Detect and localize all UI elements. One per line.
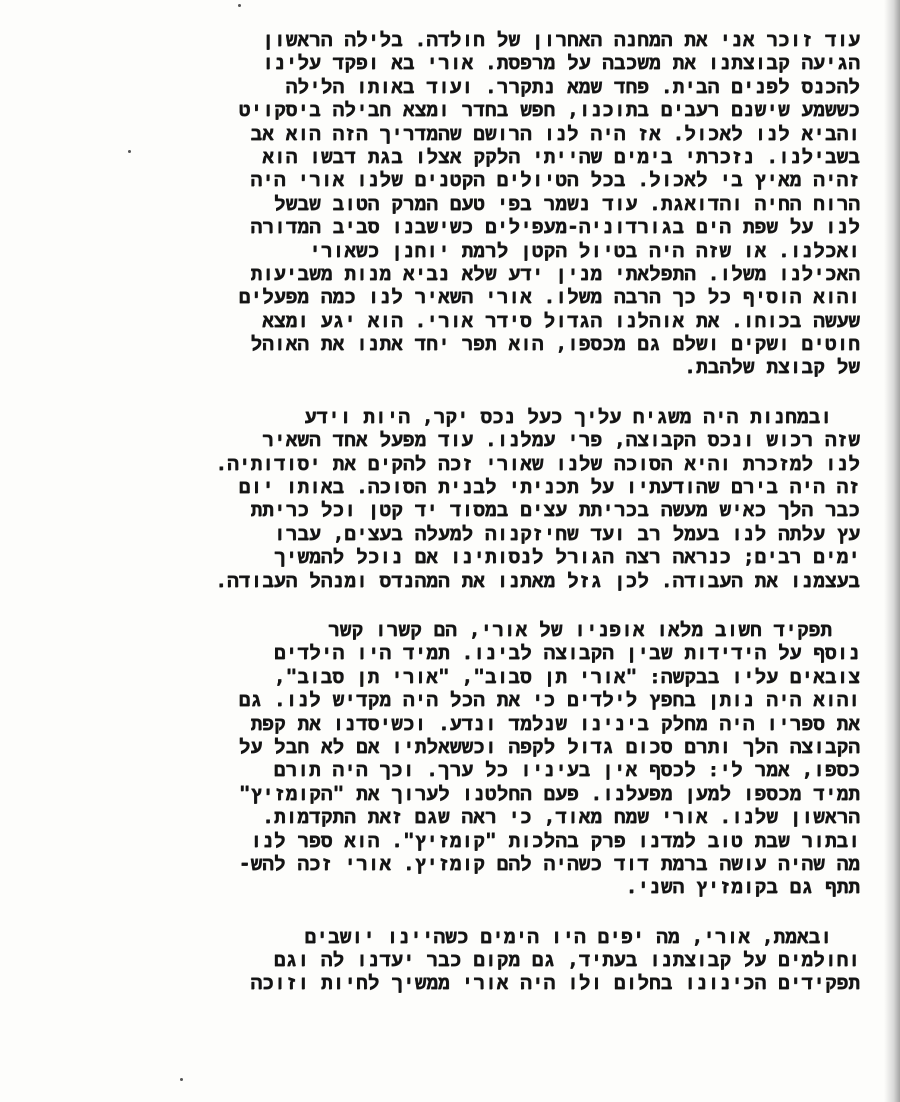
text-line: נוסף על הידידות שבין הקבוצה לבינו. תמיד היו הילדים [273,641,860,665]
text-line: הראשון שלנו. אורי שמח מאוד, כי ראה שגם זאת התקדמות. [262,805,860,829]
scan-speck [180,1078,183,1081]
text-line: הגיעה קבוצתנו את משכבה על מרפסת. אורי בא ופקד עלינו [262,51,860,75]
text-line: הרוח החיה והדואגת. עוד נשמר בפי טעם המרק הטוב שבשל [273,191,860,215]
text-line: זה היה בירם שהודעתיו על תכניתי לבנית הסוכה. באותו יום [238,475,860,499]
text-line: וחולמים על קבוצתנו בעתיד, גם מקום כבר יעדנו לה וגם [273,948,860,972]
scan-edge-shadow [884,0,900,1102]
scan-speck [128,150,131,153]
text-line: את ספריו היה מחלק בינינו שנלמד ונדע. וכשיסדנו את קפת [250,711,860,735]
text-line: והוא הוסיף כל כך הרבה משלו. אורי השאיר לנו כמה מפעלים [238,285,860,309]
text-line: ואכלנו. או שזה היה בטיול הקטן לרמת יוחנן כשאורי [309,238,860,262]
text-line: כבר הלך כאיש מעשה בכריתת עצים במסוד יד קטן וכל כריתת [250,498,860,522]
text-line: של קבוצת שלהבת. [684,355,860,379]
typewritten-text [60,28,860,995]
text-line: לנו על שפת הים בגורדוניה-מעפילים כשישבנו סביב המדורה [250,215,860,239]
text-line: ובמחנות היה משגיח עליך כעל נכס יקר, היות וידע [304,404,832,428]
paragraph [60,925,860,995]
text-line: תתף גם בקומזיץ השני. [625,875,860,899]
text-line: זהיה מאיץ בי לאכול. בכל הטיולים הקטנים שלנו אורי היה [250,168,860,192]
text-line: מה שהיה עושה ברמת דוד כשהיה להם קומזיץ. אורי זכה להש- [238,851,860,875]
paragraph [60,618,860,899]
text-line: עוד זוכר אני את המחנה האחרון של חולדה. בלילה הראשון [262,28,860,51]
text-line: חוטים ושקים ושלם גם מכספו, הוא תפר יחד אתנו את האוהל [250,332,860,356]
text-line: להכנס לפנים הבית. פחד שמא נתקרר. ועוד באותו הלילה [285,74,860,98]
text-line: ובתור שבת טוב למדנו פרק בהלכות "קומזיץ". הוא ספר לנו [250,828,860,852]
paragraph [60,405,860,592]
text-line: והוא היה נותן בחפץ לילדים כי את הכל היה מקדיש לנו. גם [238,688,860,712]
text-line: ובאמת, אורי, מה יפים היו הימים כשהיינו יושבים [304,924,832,948]
scan-speck [238,4,241,7]
text-line: והביא לנו לאכול. אז היה לנו הרושם שהמדריך הזה הוא אב [250,121,860,145]
text-line: לנו למזכרת והיא הסוכה שלנו שאורי זכה להקים את יסודותיה. [215,451,860,475]
paragraph [60,28,860,379]
text-line: תפקידים הכינונו בחלום ולו היה אורי ממשיך לחיות וזוכה [250,971,860,995]
text-line: תפקיד חשוב מלאו אופניו של אורי, הם קשרו קשר [327,617,832,641]
text-line: ימים רבים; כנראה רצה הגורל לנסותינו אם נוכל להמשיך [273,545,860,569]
text-line: כששמע שישנם רעבים בתוכנו, חפש בחדר ומצא חבילה ביסקויט [238,98,860,122]
text-line: כספו, אמר לי: לכסף אין בעיניו כל ערך. וכך היה תורם [273,758,860,782]
text-line: הקבוצה הלך ותרם סכום גדול לקפה וכששאלתיו אם לא חבל על [238,734,860,758]
text-line: צובאים עליו בבקשה: "אורי תן סבוב", "אורי תן סבוב", [273,664,860,688]
text-line: עץ עלתה לנו בעמל רב ועד שחיזקנוה למעלה בעצים, עברו [273,521,860,545]
text-line: תמיד מכספו למען מפעלנו. פעם החלטנו לערוך את "הקומזיץ" [238,781,860,805]
text-line: האכילנו משלו. התפלאתי מנין ידע שלא נביא מנות משביעות [250,261,860,285]
text-line: שעשה בכוחו. את אוהלנו הגדול סידר אורי. הוא יגע ומצא [262,308,860,332]
text-line: בעצמנו את העבודה. לכן גזל מאתנו את המהנדס ומנהל העבודה. [215,568,860,592]
text-line: בשבילנו. נזכרתי בימים שהייתי הלקק אצלו בגת דבשו הוא [262,144,860,168]
text-line: שזה רכוש ונכס הקבוצה, פרי עמלנו. עוד מפעל אחד השאיר [262,428,860,452]
